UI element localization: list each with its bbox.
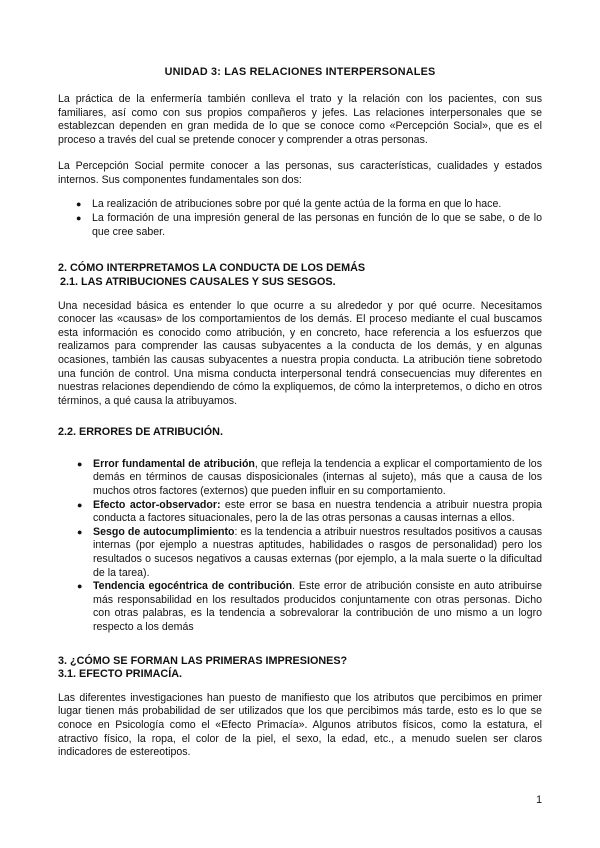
bullet-icon: ● [77, 458, 83, 469]
section-2-2-heading: 2.2. ERRORES DE ATRIBUCIÓN. [58, 426, 223, 439]
bullet-icon: ● [77, 499, 83, 510]
components-list [76, 197, 542, 240]
list-item: ● Tendencia egocéntrica de contribución. Este error de atribución consiste en auto atribuirse más responsabilidad en los resultados producidos conjuntamente con otras personas. Dicho con otras palabras, es la tendencia a sobrevalorar la contribución de uno mismo a un logro respecto a los demás [77, 580, 542, 633]
section-3-1-text: Las diferentes investigaciones han puesto de manifiesto que los atributos que percibimos en primer lugar tienen más probabilidad de ser utilizados que los que percibimos más tarde, esto es lo que se conoce en Psicología como el «Efecto Primacía». Algunos atributos físicos, como la estatura, el atractivo físico, la ropa, el color de la piel, el sexo, la edad, etc., a menudo suelen ser claros indicadores de estereotipos. [58, 691, 542, 759]
list-item: ● La realización de atribuciones sobre por qué la gente actúa de la forma en que lo hace. [76, 197, 502, 210]
section-2-1-heading: 2.1. LAS ATRIBUCIONES CAUSALES Y SUS SESGOS. [60, 275, 336, 288]
intro-paragraph-1: La práctica de la enfermería también conlleva el trato y la relación con los pacientes, con sus familiares, así como con sus propios compañeros y jefes. Las relaciones interpersonales que se establezcan dependen en gran medida de lo que se conoce como «Percepción Social», que es el proceso a través del cual se pretende conocer y comprender a otras personas. [58, 93, 542, 146]
bullet-icon: ● [77, 526, 83, 537]
errors-list [77, 457, 543, 635]
document-title: UNIDAD 3: LAS RELACIONES INTERPERSONALES [164, 66, 436, 78]
list-item: ● Efecto actor-observador: este error se basa en nuestra tendencia a atribuir nuestra propia conducta a factores situacionales, pero la de las otras personas a causas internas a ellos. [77, 498, 543, 525]
error-term: Efecto actor-observador: [93, 498, 221, 511]
bullet-icon: ● [76, 198, 82, 209]
list-item: ● Error fundamental de atribución, que refleja la tendencia a explicar el comportamiento de los demás en términos de causas disposicionales (internas al sujeto), más que a causa de los muchos otros factores (externos) que pueden influir en su comportamiento. [77, 457, 542, 498]
error-term: Sesgo de autocumplimiento [93, 525, 235, 538]
error-term: Error fundamental de atribución [93, 457, 255, 470]
section-3-heading: 3. ¿CÓMO SE FORMAN LAS PRIMERAS IMPRESIONES? [58, 654, 348, 667]
section-2-heading: 2. CÓMO INTERPRETAMOS LA CONDUCTA DE LOS DEMÁS [58, 262, 366, 275]
document-page [58, 66, 542, 760]
page-number: 1 [536, 794, 542, 806]
list-item: ● Sesgo de autocumplimiento: es la tendencia a atribuir nuestros resultados positivos a causas internas (por ejemplo a nuestras aptitudes, habilidades o rasgos de personalidad) pero los resultados o sucesos negativos a causas externas (por ejemplo, a la mala suerte o la dificultad de la tarea). [77, 525, 542, 579]
error-term: Tendencia egocéntrica de contribución [93, 580, 293, 593]
section-3-1-heading: 3.1. EFECTO PRIMACÍA. [58, 668, 182, 681]
bullet-icon: ● [77, 581, 83, 592]
list-item: ● La formación de una impresión general de las personas en función de lo que se sabe, o de lo que cree saber. [76, 212, 542, 238]
intro-paragraph-2: La Percepción Social permite conocer a las personas, sus características, cualidades y estados internos. Sus componentes fundamentales son dos: [58, 160, 542, 186]
section-2-1-text: Una necesidad básica es entender lo que ocurre a su alrededor y por qué ocurre. Necesitamos conocer las «causas» de los comportamientos de los demás. El proceso mediante el cual buscamos esta información es conocido como atribución, y en concreto, hace referencia a los esfuerzos que realizamos para comprender las causas subyacentes a la conducta de los demás, y en algunas ocasiones, también las causas subyacentes a nuestra propia conducta. La atribución tiene sobretodo una función de control. Una misma conducta interpersonal tendrá consecuencias muy diferentes en nuestras relaciones dependiendo de cómo la expliquemos, de cómo la interpretemos, o dicho en otros términos, a qué causa la atribuyamos. [58, 299, 542, 407]
bullet-icon: ● [76, 213, 82, 224]
